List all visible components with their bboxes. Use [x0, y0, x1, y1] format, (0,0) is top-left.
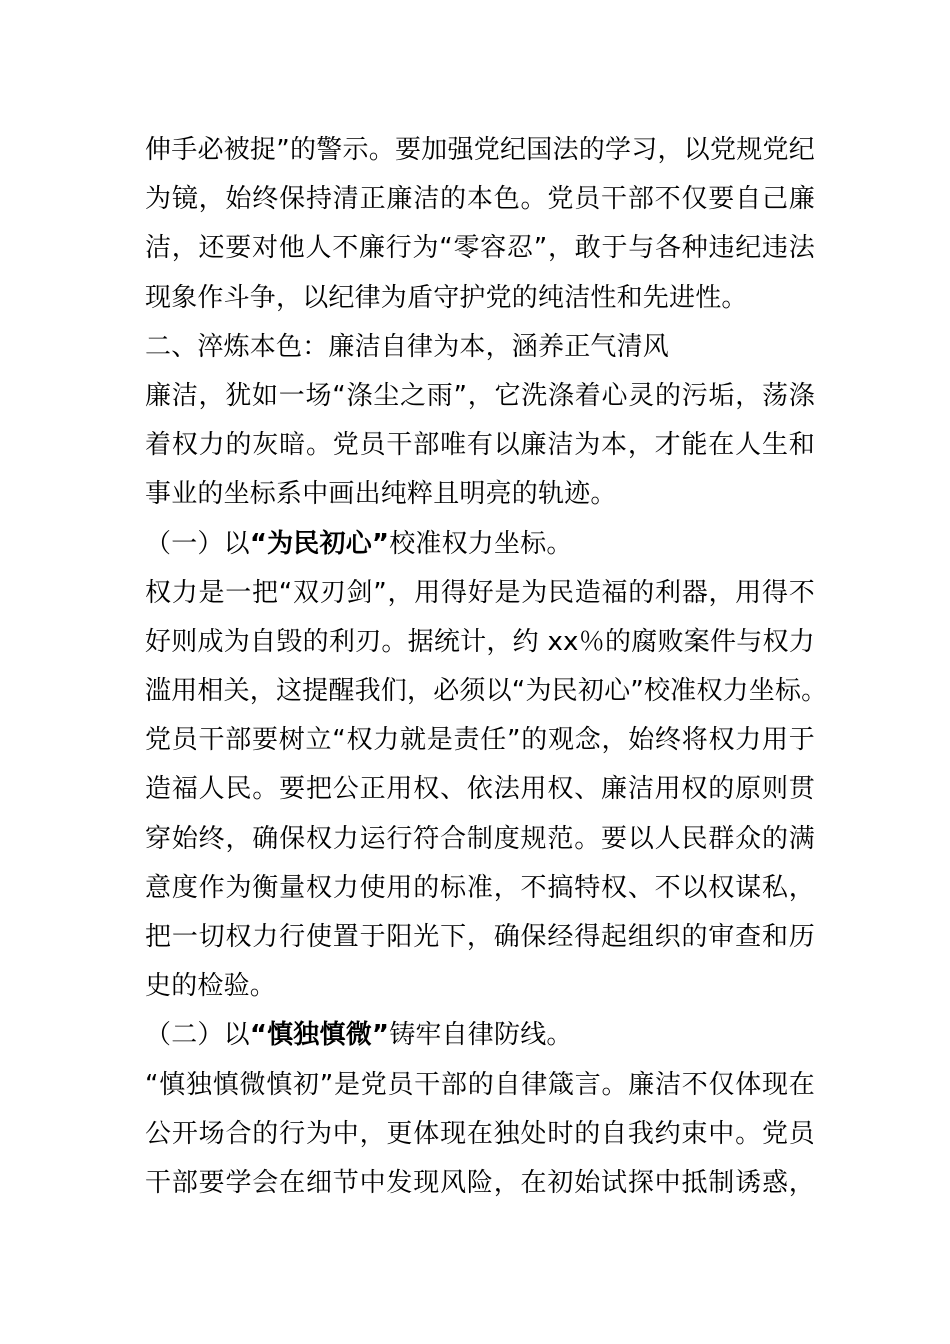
subsection-heading-2 — [145, 1011, 815, 1060]
text-line: 意度作为衡量权力使用的标准，不搞特权、不以权谋私， — [145, 872, 815, 903]
text-line: 好则成为自毁的利刃。据统计，约 xx％的腐败案件与权力 — [145, 626, 815, 657]
section-heading-2: 二、淬炼本色：廉洁自律为本，涵养正气清风 — [145, 331, 670, 362]
subsection-quoted-term: “慎独慎微” — [249, 1020, 390, 1051]
text-line: 干部要学会在细节中发现风险，在初始试探中抵制诱惑， — [145, 1167, 815, 1198]
text-line: 廉洁，犹如一场“涤尘之雨”，它洗涤着心灵的污垢，荡涤 — [145, 380, 815, 411]
paragraph-self-discipline — [145, 1061, 815, 1209]
text-line: 为镜，始终保持清正廉洁的本色。党员干部不仅要自己廉 — [145, 184, 815, 215]
paragraph-power-coordinates — [145, 569, 828, 1012]
subsection-heading-1 — [145, 520, 815, 569]
text-line: 洁，还要对他人不廉行为“零容忍”，敢于与各种违纪违法 — [145, 233, 815, 264]
subsection-suffix: 校准权力坐标。 — [389, 528, 573, 559]
text-line: 权力是一把“双刃剑”，用得好是为民造福的利器，用得不 — [145, 577, 815, 608]
text-line: 公开场合的行为中，更体现在独处时的自我约束中。党员 — [145, 1118, 815, 1149]
subsection-prefix: （一）以 — [145, 528, 250, 559]
text-line: 把一切权力行使置于阳光下，确保经得起组织的审查和历 — [145, 922, 815, 952]
text-line: 事业的坐标系中画出纯粹且明亮的轨迹。 — [145, 479, 617, 510]
text-line: 穿始终，确保权力运行符合制度规范。要以人民群众的满 — [145, 823, 815, 854]
document-body — [145, 126, 828, 1208]
text-line: 伸手必被捉”的警示。要加强党纪国法的学习，以党规党纪 — [145, 135, 815, 165]
text-line: 滥用相关，这提醒我们，必须以“为民初心”校准权力坐标。 — [145, 676, 828, 707]
subsection-prefix: （二）以 — [145, 1020, 250, 1051]
text-line: 现象作斗争，以纪律为盾守护党的纯洁性和先进性。 — [145, 282, 748, 313]
subsection-quoted-term: “为民初心” — [249, 528, 390, 559]
text-line: 党员干部要树立“权力就是责任”的观念，始终将权力用于 — [145, 725, 815, 756]
paragraph-discipline-study — [145, 126, 815, 323]
subsection-suffix: 铸牢自律防线。 — [389, 1020, 573, 1051]
paragraph-integrity-foundation — [145, 372, 815, 520]
text-line: 着权力的灰暗。党员干部唯有以廉洁为本，才能在人生和 — [145, 430, 815, 461]
text-line: 史的检验。 — [145, 971, 277, 1002]
text-line: “慎独慎微慎初”是党员干部的自律箴言。廉洁不仅体现在 — [145, 1069, 815, 1100]
text-line: 造福人民。要把公正用权、依法用权、廉洁用权的原则贯 — [145, 774, 815, 805]
